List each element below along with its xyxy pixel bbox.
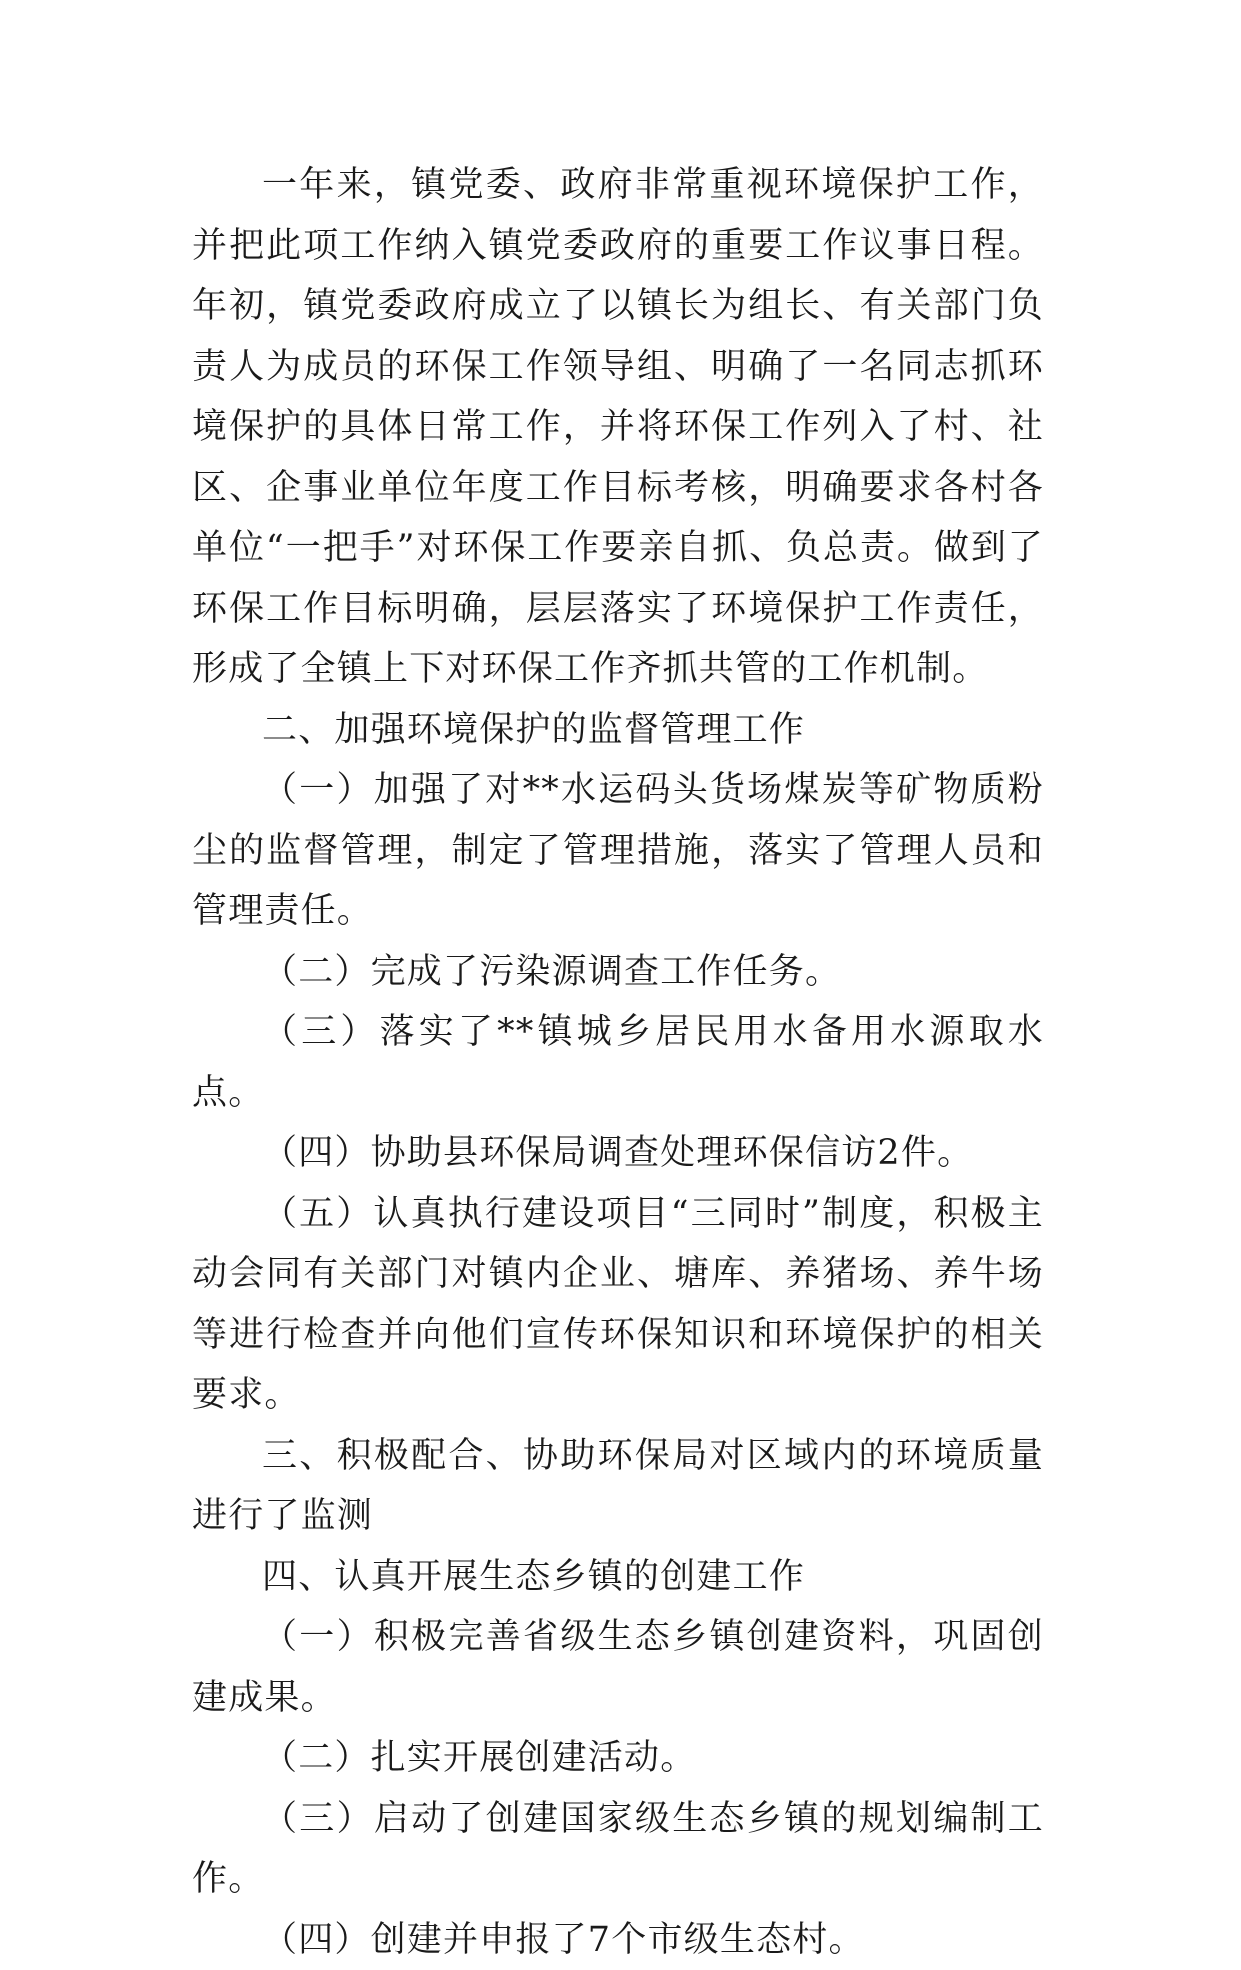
section-4-item-3: （三）启动了创建国家级生态乡镇的规划编制工作。 [192, 1789, 1044, 1910]
section-2-item-1: （一）加强了对**水运码头货场煤炭等矿物质粉尘的监督管理，制定了管理措施，落实了管理人员和管理责任。 [192, 760, 1044, 942]
section-3-heading: 三、积极配合、协助环保局对区域内的环境质量进行了监测 [192, 1426, 1044, 1547]
section-2-item-3: （三）落实了**镇城乡居民用水备用水源取水点。 [192, 1002, 1044, 1123]
section-4-heading: 四、认真开展生态乡镇的创建工作 [192, 1547, 1044, 1608]
section-2-heading: 二、加强环境保护的监督管理工作 [192, 700, 1044, 761]
document-body [192, 155, 1044, 1970]
section-4-item-1: （一）积极完善省级生态乡镇创建资料，巩固创建成果。 [192, 1607, 1044, 1728]
section-2-item-4: （四）协助县环保局调查处理环保信访2件。 [192, 1123, 1044, 1184]
section-4-item-4: （四）创建并申报了7个市级生态村。 [192, 1910, 1044, 1970]
intro-paragraph: 一年来，镇党委、政府非常重视环境保护工作，并把此项工作纳入镇党委政府的重要工作议事日程。年初，镇党委政府成立了以镇长为组长、有关部门负责人为成员的环保工作领导组、明确了一名同志抓环境保护的具体日常工作，并将环保工作列入了村、社区、企事业单位年度工作目标考核，明确要求各村各单位“一把手”对环保工作要亲自抓、负总责。做到了环保工作目标明确，层层落实了环境保护工作责任，形成了全镇上下对环保工作齐抓共管的工作机制。 [192, 155, 1044, 700]
section-2-item-5: （五）认真执行建设项目“三同时”制度，积极主动会同有关部门对镇内企业、塘库、养猪场、养牛场等进行检查并向他们宣传环保知识和环境保护的相关要求。 [192, 1184, 1044, 1426]
section-2-item-2: （二）完成了污染源调查工作任务。 [192, 942, 1044, 1003]
section-4-item-2: （二）扎实开展创建活动。 [192, 1728, 1044, 1789]
